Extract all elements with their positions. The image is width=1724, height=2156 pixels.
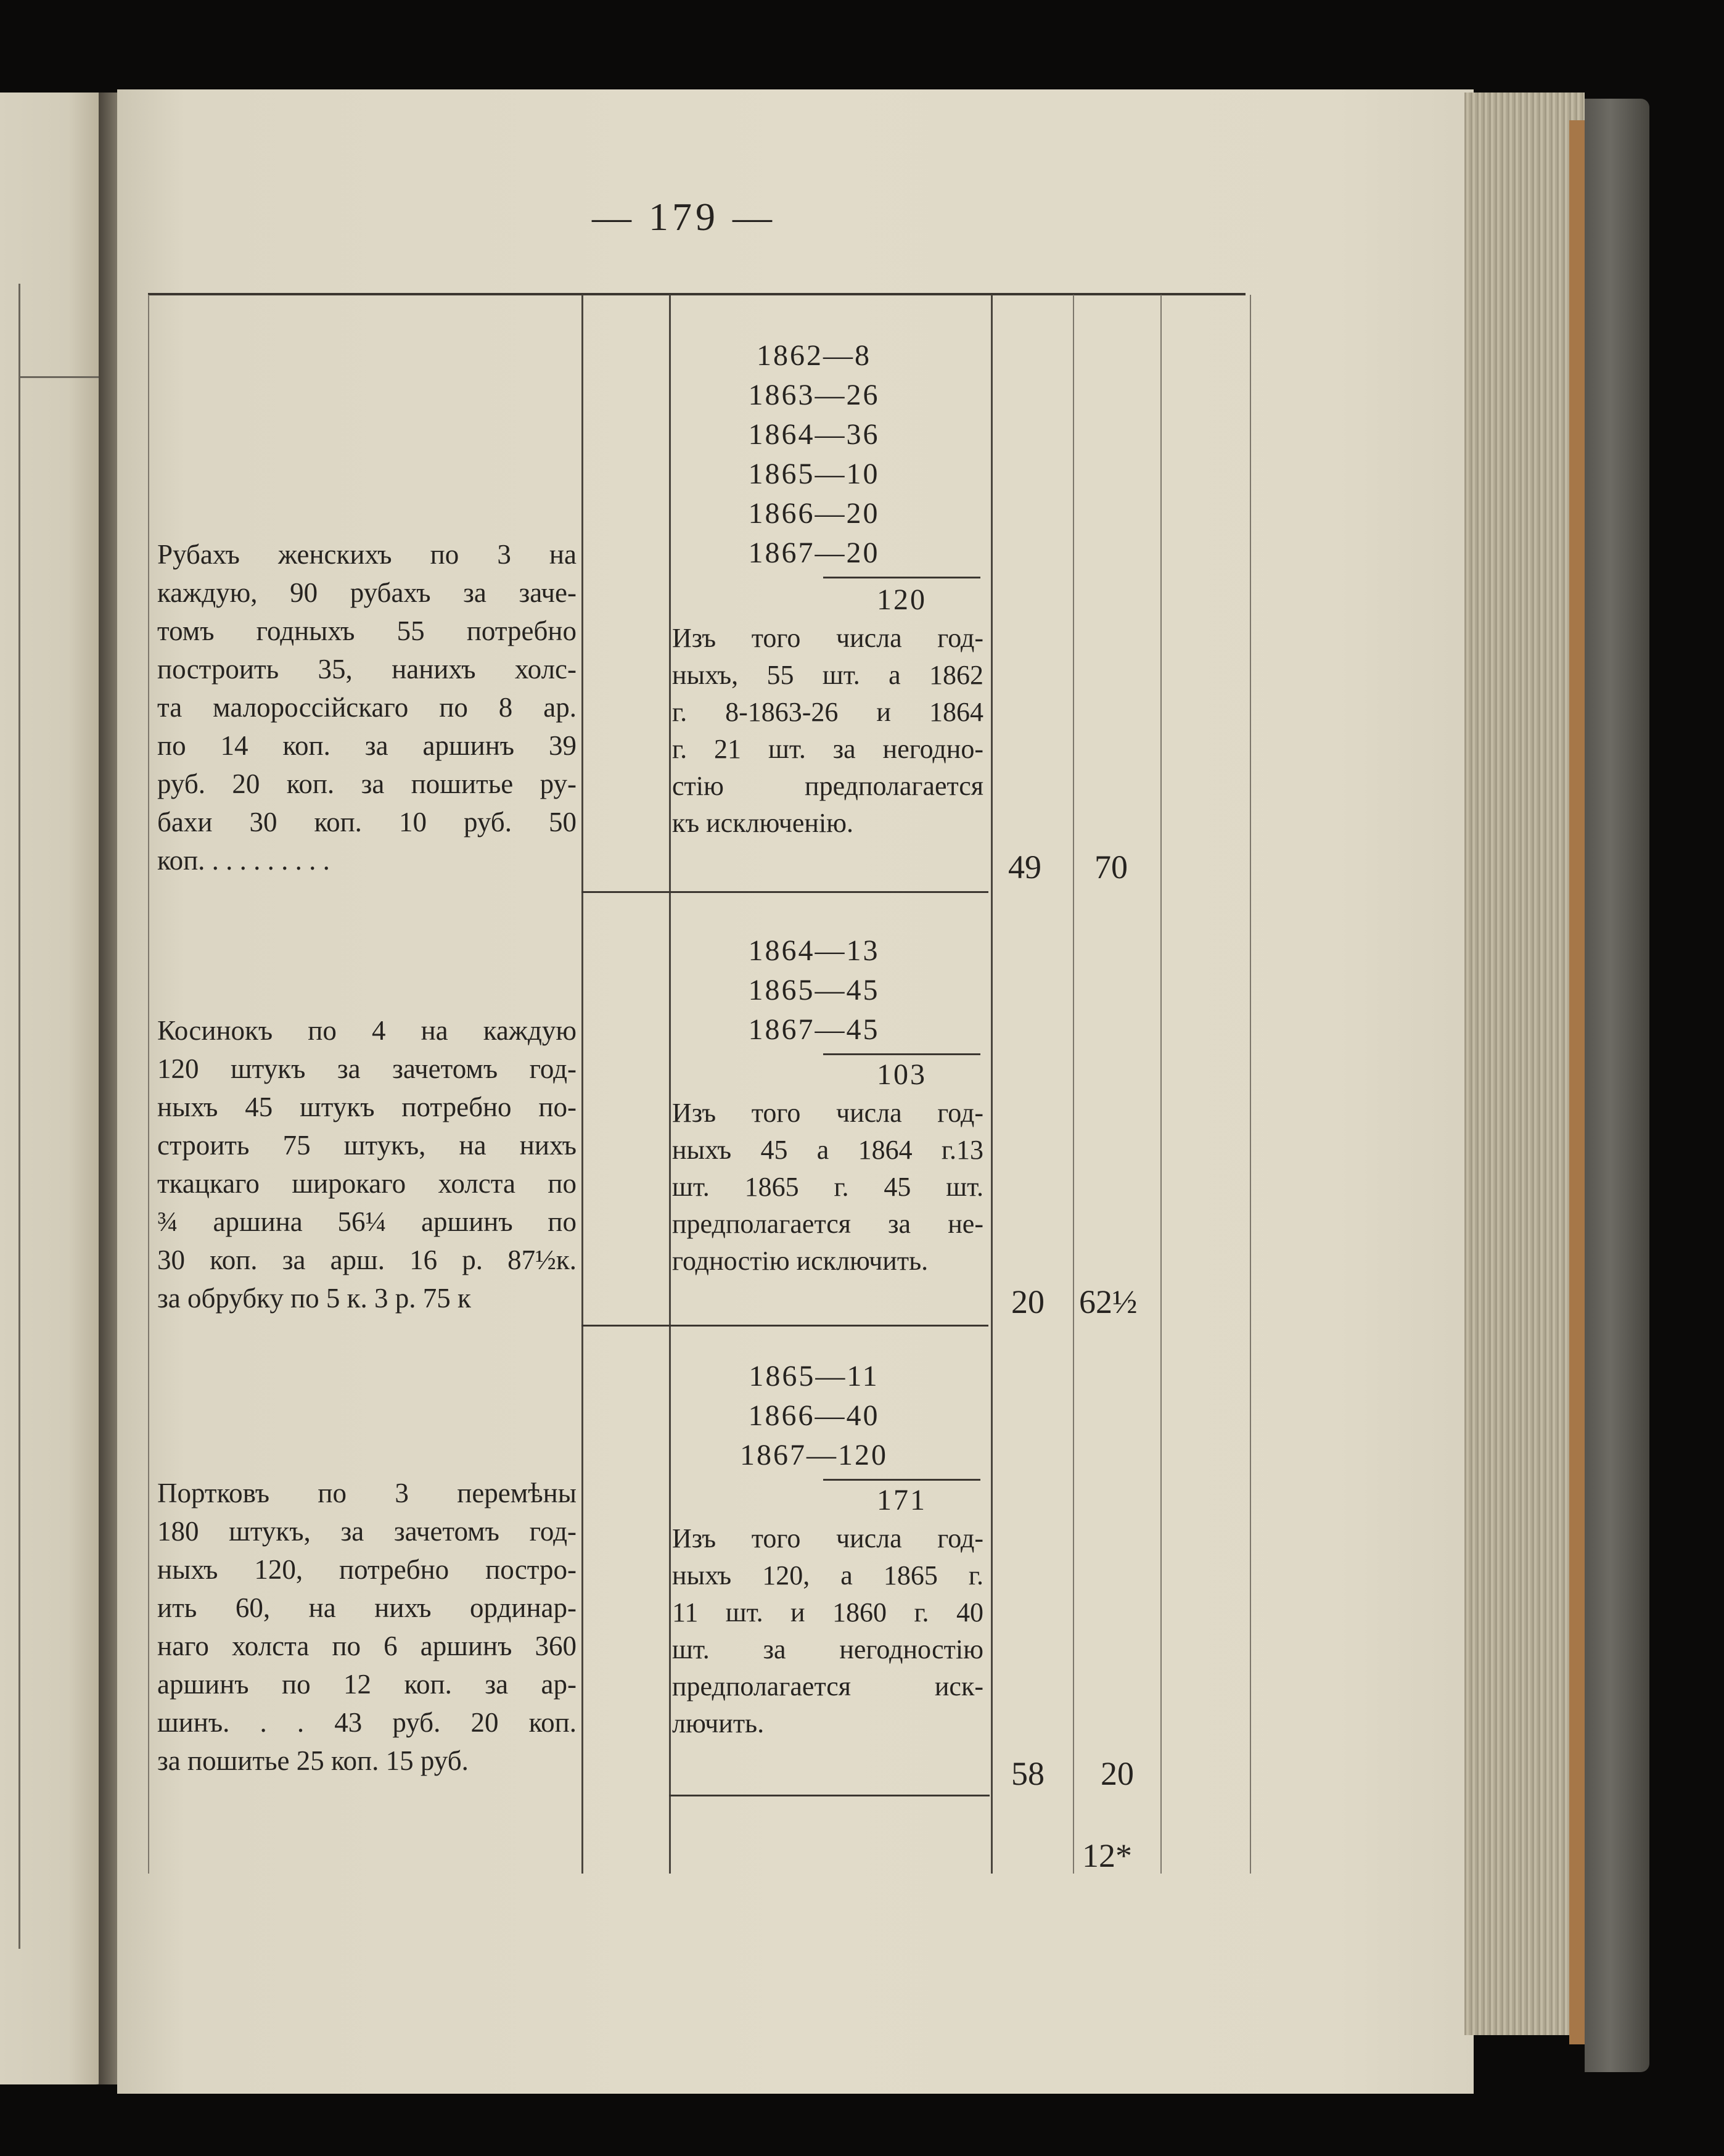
note-line: предполагается иск-	[672, 1671, 983, 1701]
description-line: Рубахъ женскихъ по 3 на	[157, 539, 577, 570]
year-count: 1862—8	[757, 339, 871, 372]
signature-mark: 12*	[1082, 1837, 1132, 1874]
note-line: къ исключенію.	[672, 808, 854, 838]
year-counts	[709, 1357, 919, 1475]
description-line: 180 штукъ, за зачетомъ год-	[157, 1516, 577, 1547]
note-line: Изъ того числа год-	[672, 1098, 983, 1128]
note-line: ныхъ 120, а 1865 г.	[672, 1560, 983, 1590]
note-line: стію предполагается	[672, 771, 983, 801]
description-line: построить 35, нанихъ холс-	[157, 654, 577, 685]
description-line: наго холста по 6 аршинъ 360	[157, 1631, 577, 1661]
sum-rule	[823, 577, 980, 578]
description-line: та малороссійскаго по 8 ар.	[157, 692, 577, 723]
sum-rule	[823, 1479, 980, 1481]
note-line: г. 21 шт. за негодно-	[672, 734, 983, 764]
item-note	[672, 1520, 983, 1742]
item-description	[157, 1474, 577, 1780]
year-total: 103	[877, 1058, 927, 1091]
rubles-amount: 58	[1011, 1755, 1045, 1792]
table-column-rule	[148, 295, 149, 1874]
year-total: 171	[877, 1484, 927, 1516]
table-column-rule	[1250, 295, 1251, 1874]
description-line: за пошитье 25 коп. 15 руб.	[157, 1745, 469, 1776]
year-count: 1866—20	[748, 497, 880, 530]
sum-rule	[823, 1053, 980, 1055]
year-total: 120	[877, 583, 927, 616]
previous-page-edge	[0, 93, 114, 2084]
note-line: г. 8-1863-26 и 1864	[672, 697, 983, 727]
table-column-rule	[991, 295, 993, 1874]
description-line: 120 штукъ за зачетомъ год-	[157, 1053, 577, 1084]
note-line: лючить.	[672, 1708, 765, 1738]
note-line: предполагается за не-	[672, 1209, 983, 1239]
item-description	[157, 535, 577, 879]
description-line: Портковъ по 3 перемѣны	[157, 1478, 577, 1508]
previous-page-rule-top	[18, 376, 111, 378]
description-line: ныхъ 120, потребно постро-	[157, 1554, 577, 1585]
note-line: 11 шт. и 1860 г. 40	[672, 1597, 983, 1627]
table-top-rule	[148, 293, 1246, 295]
description-line: каждую, 90 рубахъ за заче-	[157, 577, 577, 608]
year-counts	[709, 336, 919, 573]
description-line: ткацкаго широкаго холста по	[157, 1168, 577, 1199]
description-line: аршинъ по 12 коп. за ар-	[157, 1669, 577, 1700]
note-line: ныхъ 45 а 1864 г.13	[672, 1135, 983, 1165]
year-counts	[709, 931, 919, 1050]
book-cover	[1585, 99, 1649, 2072]
description-line: шинъ. . . 43 руб. 20 коп.	[157, 1707, 577, 1738]
year-count: 1867—20	[748, 537, 880, 569]
note-line: шт. за негодностію	[672, 1634, 983, 1664]
note-line: Изъ того числа год-	[672, 623, 983, 653]
kopecks-amount: 70	[1094, 849, 1128, 886]
description-line: по 14 коп. за аршинъ 39	[157, 730, 577, 761]
description-line: коп. . . . . . . . . .	[157, 845, 330, 876]
kopecks-amount: 62½	[1079, 1283, 1138, 1320]
row-separator	[581, 891, 988, 893]
table-column-rule	[669, 295, 671, 1874]
note-line: Изъ того числа год-	[672, 1523, 983, 1553]
table-column-rule	[1073, 295, 1074, 1874]
page-block-edge	[1464, 93, 1585, 2035]
year-count: 1866—40	[748, 1399, 880, 1432]
year-count: 1864—13	[748, 934, 880, 967]
note-line: шт. 1865 г. 45 шт.	[672, 1172, 983, 1202]
description-line: Косинокъ по 4 на каждую	[157, 1015, 577, 1046]
item-note	[672, 1095, 983, 1280]
kopecks-amount: 20	[1101, 1755, 1134, 1792]
description-line: ить 60, на нихъ ординар-	[157, 1592, 577, 1623]
rubles-amount: 49	[1008, 849, 1041, 886]
table-column-rule	[1160, 295, 1162, 1874]
item-note	[672, 620, 983, 842]
row-separator	[581, 1325, 988, 1327]
description-line: строить 75 штукъ, на нихъ	[157, 1130, 577, 1161]
table-column-rule	[581, 295, 583, 1874]
rubles-amount: 20	[1011, 1283, 1045, 1320]
description-line: ¾ аршина 56¼ аршинъ по	[157, 1206, 577, 1237]
description-line: ныхъ 45 штукъ потребно по-	[157, 1092, 577, 1122]
description-line: бахи 30 коп. 10 руб. 50	[157, 807, 577, 837]
page-number: — 179 —	[592, 195, 776, 239]
year-count: 1865—10	[748, 458, 880, 490]
description-line: 30 коп. за арш. 16 р. 87½к.	[157, 1245, 577, 1275]
year-count: 1865—45	[748, 974, 880, 1006]
note-line: годностію исключить.	[672, 1246, 929, 1276]
note-line: ныхъ, 55 шт. а 1862	[672, 660, 983, 690]
description-line: томъ годныхъ 55 потребно	[157, 615, 577, 646]
year-count: 1867—120	[740, 1439, 888, 1471]
item-description	[157, 1011, 577, 1317]
year-count: 1867—45	[748, 1013, 880, 1046]
description-line: руб. 20 коп. за пошитье ру-	[157, 768, 577, 799]
previous-page-rule	[18, 284, 20, 1949]
year-count: 1865—11	[749, 1360, 879, 1393]
description-line: за обрубку по 5 к. 3 р. 75 к	[157, 1283, 471, 1314]
year-count: 1864—36	[748, 418, 880, 451]
year-count: 1863—26	[748, 379, 880, 411]
row-separator	[669, 1795, 990, 1796]
